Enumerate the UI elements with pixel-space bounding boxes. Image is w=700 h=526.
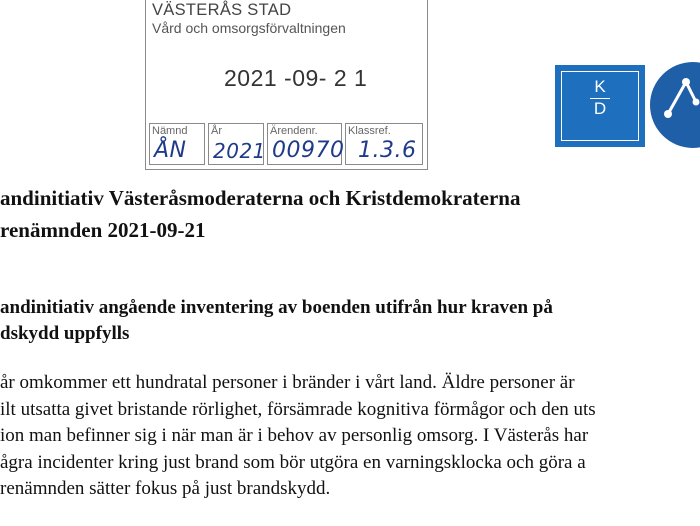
document-title xyxy=(0,182,700,246)
stamp-fields xyxy=(149,123,423,165)
title-line: renämnden 2021-09-21 xyxy=(0,218,206,242)
stamp-field-value: 1.3.6 xyxy=(358,138,417,163)
stamp-field-label: Klassref. xyxy=(348,125,391,137)
kd-logo-k: K xyxy=(594,77,606,96)
stamp-field-value: 2021 xyxy=(213,139,266,163)
moderaterna-m-icon xyxy=(650,62,700,148)
document-subject xyxy=(0,295,700,347)
stamp-field-klassref xyxy=(345,123,423,165)
stamp-field-value: ÅN xyxy=(154,138,187,163)
stamp-organization: VÄSTERÅS STAD xyxy=(152,1,292,19)
body-line: år omkommer ett hundratal personer i bränder i vårt land. Äldre personer är xyxy=(0,372,575,393)
stamp-field-label: Nämnd xyxy=(152,125,188,137)
stamp-field-ar xyxy=(208,123,264,165)
subject-line: dskydd uppfylls xyxy=(0,323,130,344)
stamp-field-label: År xyxy=(211,125,222,137)
kd-logo xyxy=(555,65,645,147)
body-line: ion man befinner sig i när man är i behov av personlig omsorg. I Västerås har xyxy=(0,425,589,446)
stamp-field-value: 00970 xyxy=(272,138,345,163)
stamp-field-arendenr xyxy=(267,123,345,165)
body-line: ågra incidenter kring just brand som bör utgöra en varningsklocka och göra a xyxy=(0,451,586,473)
received-stamp xyxy=(145,0,428,170)
subject-line: andinitiativ angående inventering av boenden utifrån hur kraven på xyxy=(0,297,553,318)
body-line: ilt utsatta givet bristande rörlighet, försämrade kognitiva förmågor och den uts xyxy=(0,398,596,420)
kd-logo-d: D xyxy=(590,98,610,119)
stamp-date: 2021 -09- 2 1 xyxy=(224,65,368,91)
title-line: andinitiativ Västeråsmoderaterna och Kristdemokraterna xyxy=(0,186,521,210)
stamp-department: Vård och omsorgsförvaltningen xyxy=(152,20,346,36)
stamp-field-label: Ärendenr. xyxy=(270,125,318,137)
document-body xyxy=(0,370,700,503)
body-line: renämnden sätter fokus på just brandskydd. xyxy=(0,478,331,499)
stamp-field-namnd xyxy=(149,123,205,165)
